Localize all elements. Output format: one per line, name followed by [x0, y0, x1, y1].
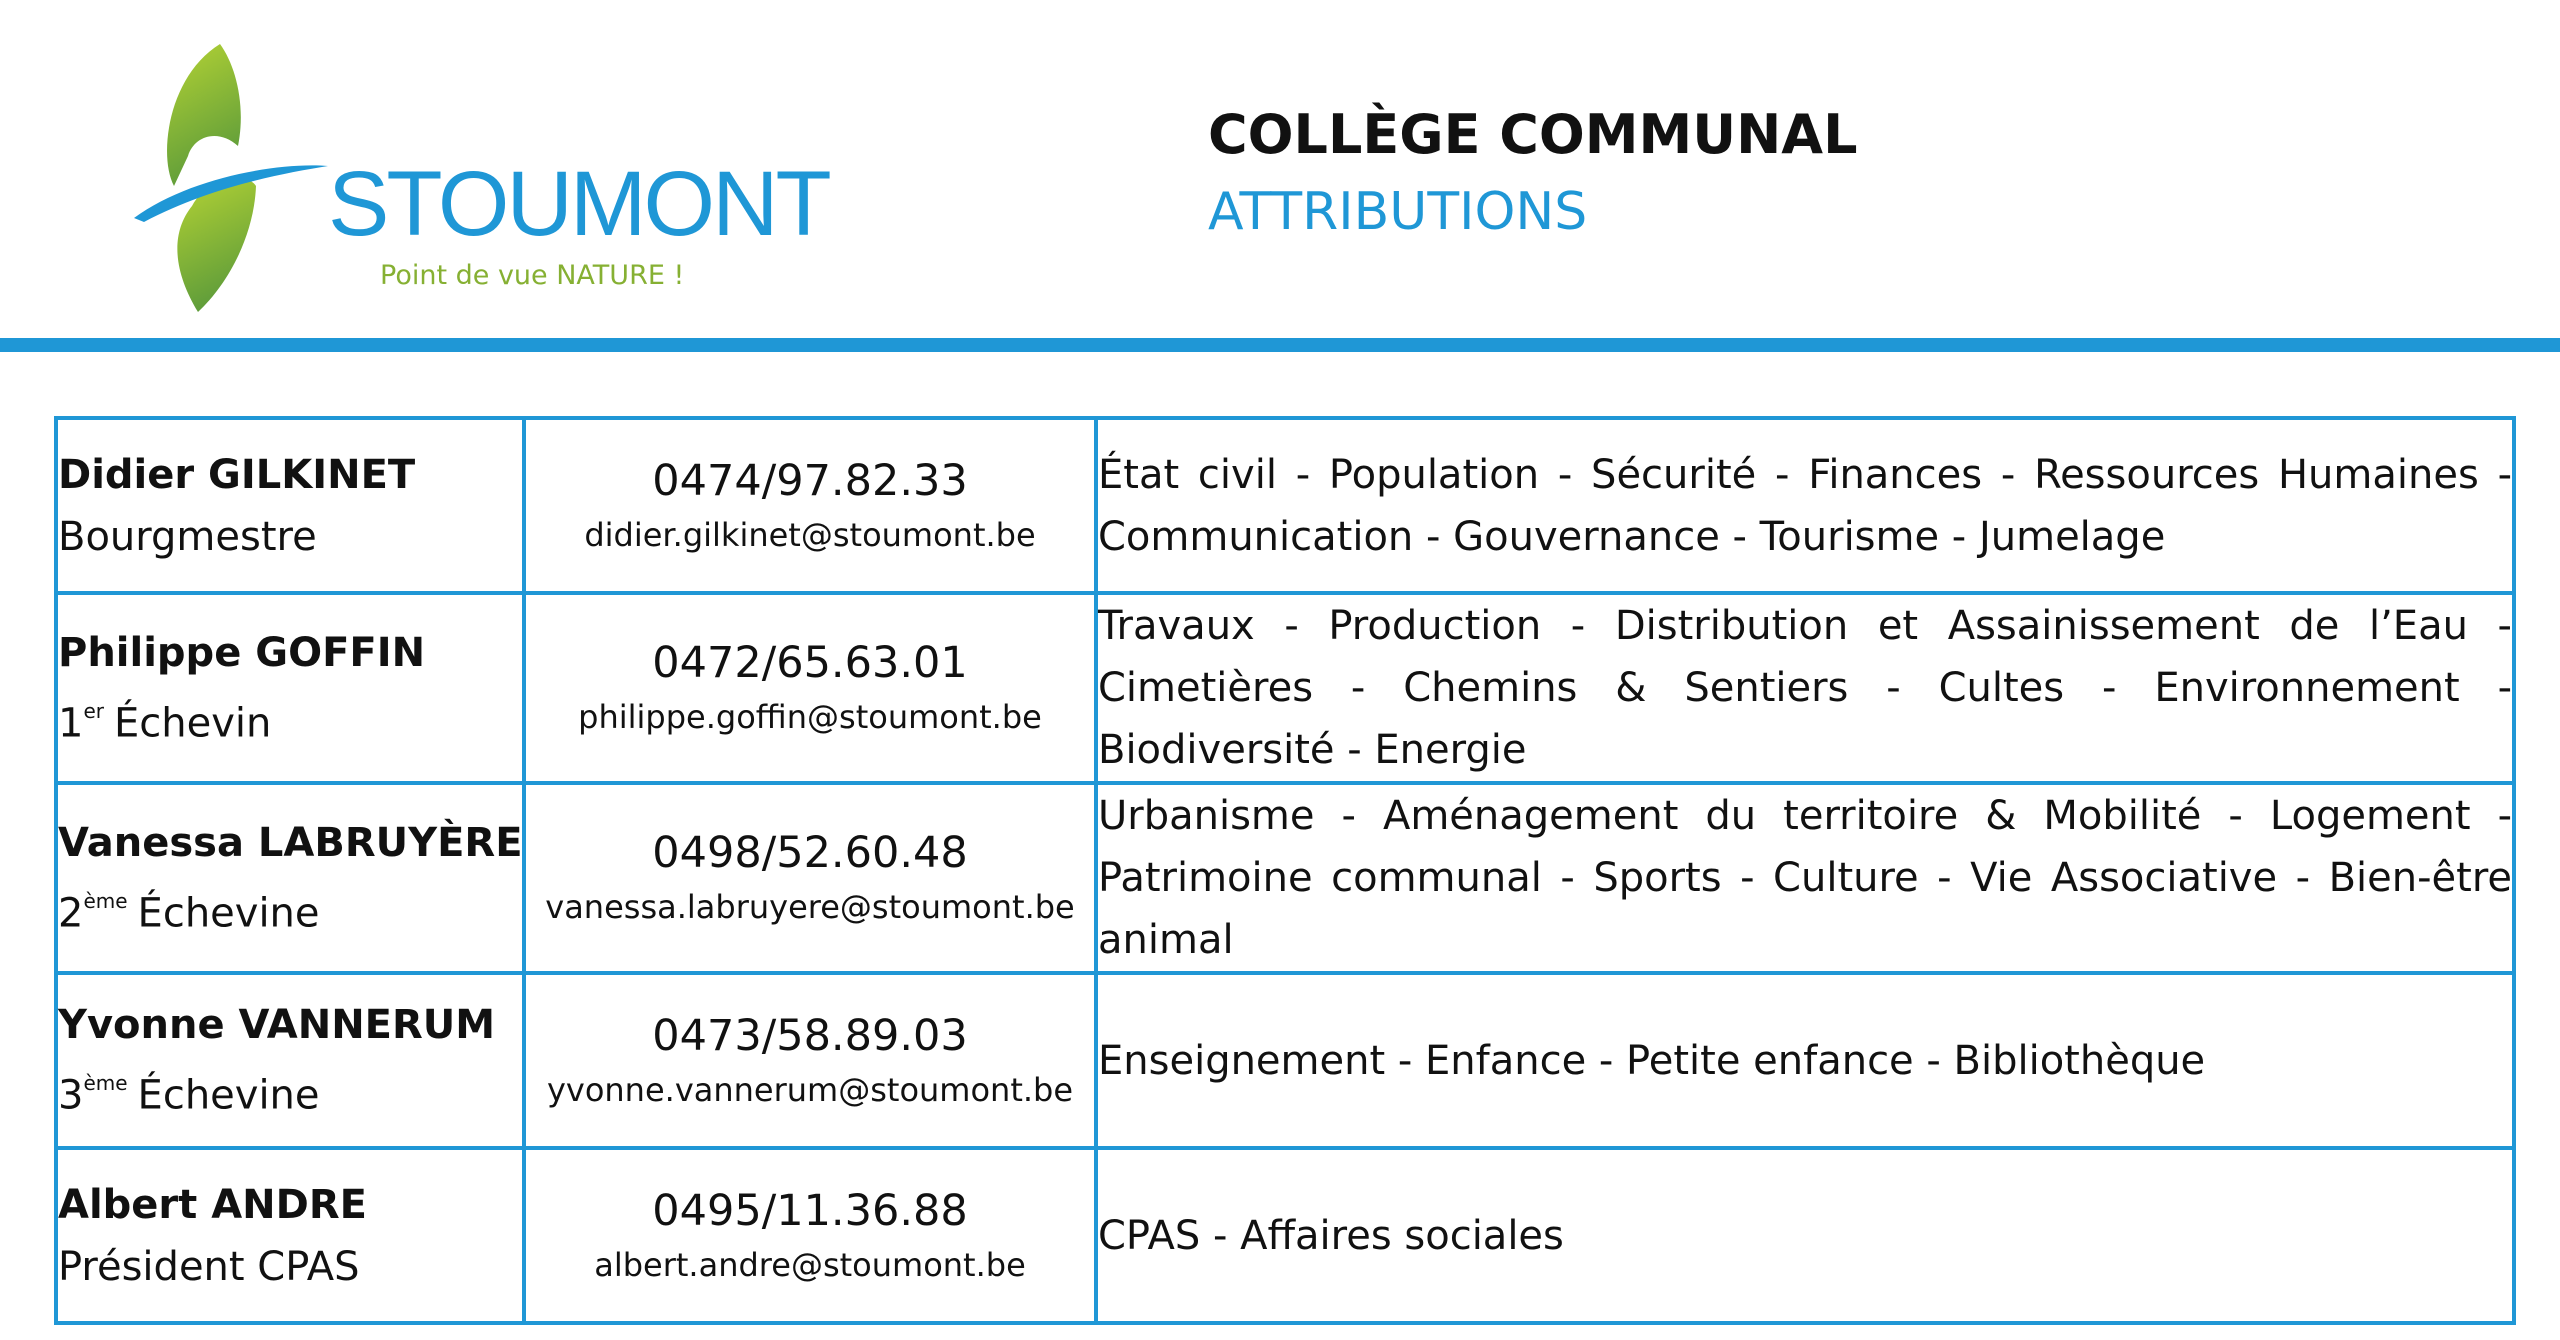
member-phone: 0474/97.82.33: [652, 455, 968, 506]
member-role: Président CPAS: [58, 1243, 360, 1290]
member-cell: [56, 1148, 524, 1323]
member-role: 1er Échevin: [58, 698, 272, 747]
member-phone: 0498/52.60.48: [652, 828, 968, 878]
member-name: Yvonne VANNERUM: [58, 1002, 496, 1049]
table-row: [56, 418, 2514, 593]
header-divider: [0, 338, 2560, 352]
duties-cell: [1096, 973, 2514, 1148]
member-duties: CPAS - Affaires sociales: [1098, 1212, 1564, 1259]
attributions-table: [54, 416, 2516, 1325]
member-role: Bourgmestre: [58, 513, 317, 560]
member-role: 2ème Échevine: [58, 888, 320, 937]
member-cell: [56, 973, 524, 1148]
member-duties: Enseignement - Enfance - Petite enfance - Bibliothèque: [1098, 1037, 2206, 1084]
logo-tagline: Point de vue NATURE !: [380, 260, 685, 291]
contact-cell: [524, 418, 1096, 593]
member-email[interactable]: yvonne.vannerum@stoumont.be: [546, 1070, 1074, 1109]
member-cell: [56, 593, 524, 783]
member-name: Albert ANDRE: [58, 1181, 367, 1228]
member-name: Didier GILKINET: [58, 451, 416, 498]
logo-wordmark: STOUMONT: [328, 153, 829, 255]
stoumont-logo: [128, 36, 829, 316]
member-cell: [56, 418, 524, 593]
member-phone: 0495/11.36.88: [652, 1185, 968, 1236]
member-email[interactable]: didier.gilkinet@stoumont.be: [584, 515, 1036, 554]
member-duties: Travaux - Production - Distribution et Assainissement de l’Eau - Cimetières - Chemins & Sentiers - Cultes - Environnement - Biodiversité - Energie: [1098, 603, 2512, 773]
member-duties: État civil - Population - Sécurité - Finances - Ressources Humaines - Communication - Gouvernance - Tourisme - Jumelage: [1098, 451, 2512, 560]
member-name: Philippe GOFFIN: [58, 629, 426, 676]
duties-cell: [1096, 783, 2514, 973]
member-email[interactable]: philippe.goffin@stoumont.be: [578, 698, 1042, 736]
duties-cell: [1096, 1148, 2514, 1323]
table-row: [56, 593, 2514, 783]
contact-cell: [524, 973, 1096, 1148]
table-row: [56, 973, 2514, 1148]
contact-cell: [524, 783, 1096, 973]
member-phone: 0472/65.63.01: [652, 638, 968, 688]
duties-cell: [1096, 418, 2514, 593]
member-email[interactable]: vanessa.labruyere@stoumont.be: [545, 888, 1075, 926]
contact-cell: [524, 1148, 1096, 1323]
member-cell: [56, 783, 524, 973]
contact-cell: [524, 593, 1096, 783]
page-heading: [1208, 103, 1858, 242]
duties-cell: [1096, 593, 2514, 783]
table-row: [56, 1148, 2514, 1323]
member-name: Vanessa LABRUYÈRE: [58, 819, 523, 866]
member-duties: Urbanisme - Aménagement du territoire & Mobilité - Logement - Patrimoine communal - Sports - Culture - Vie Associative - Bien-être animal: [1098, 793, 2512, 963]
page-title: COLLÈGE COMMUNAL: [1208, 103, 1858, 166]
page-subtitle: ATTRIBUTIONS: [1208, 182, 1588, 242]
member-phone: 0473/58.89.03: [652, 1010, 968, 1061]
member-role: 3ème Échevine: [58, 1071, 320, 1119]
table-row: [56, 783, 2514, 973]
member-email[interactable]: albert.andre@stoumont.be: [594, 1245, 1026, 1284]
